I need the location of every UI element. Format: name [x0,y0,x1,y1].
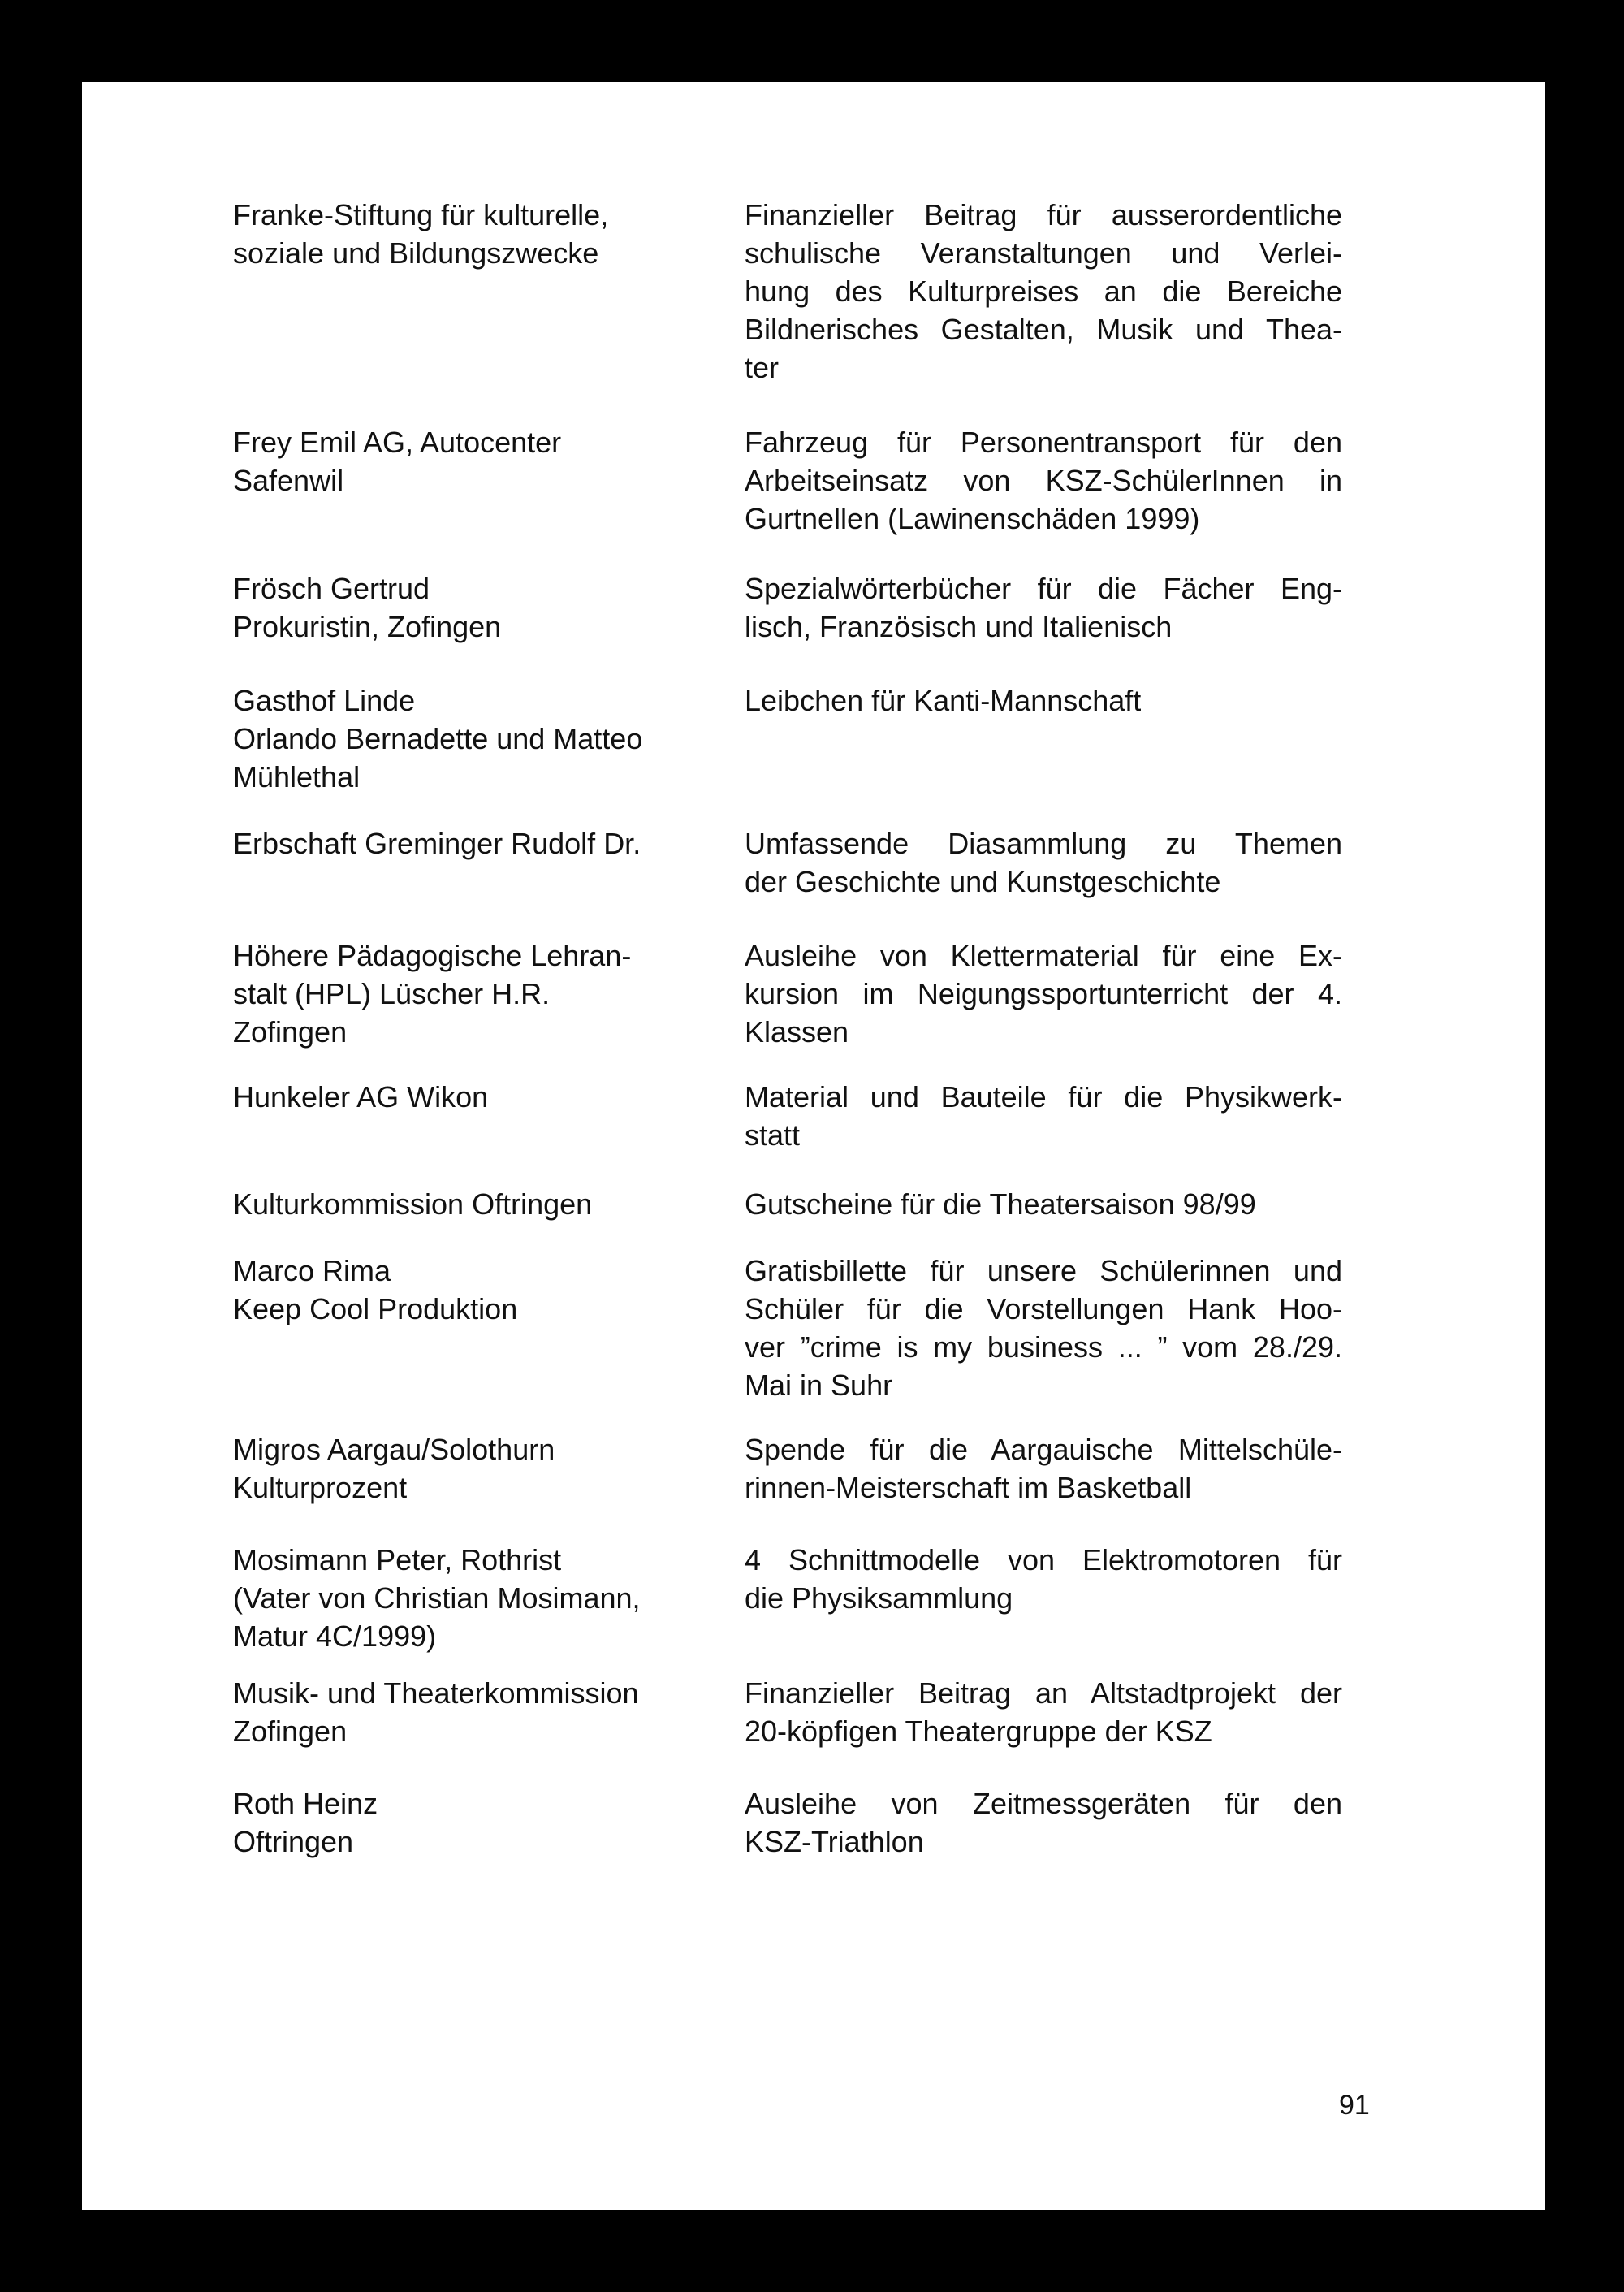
donor-line: Orlando Bernadette und Matteo [233,722,643,755]
donation-description [745,1185,1342,1223]
donor-name [233,1185,720,1223]
donor-name [233,824,720,863]
description-line: Bildnerisches Gestalten, Musik und Thea- [745,313,1342,346]
donor-line: Marco Rima [233,1254,391,1287]
description-line: statt [745,1118,801,1152]
donor-name [233,423,720,499]
donation-description [745,423,1342,538]
description-line: Finanzieller Beitrag für ausserordentliche [745,198,1342,231]
description-line: kursion im Neigungssportunterricht der 4. [745,977,1342,1010]
description-line: lisch, Französisch und Italienisch [745,610,1173,643]
donation-description [745,1541,1342,1617]
donation-description [745,1430,1342,1507]
donor-line: Frösch Gertrud [233,572,430,605]
donor-line: Musik- und Theaterkommission [233,1676,639,1710]
description-line: Leibchen für Kanti-Mannschaft [745,684,1142,717]
donation-description [745,1674,1342,1750]
donation-description [745,681,1342,720]
donor-line: Gasthof Linde [233,684,416,717]
donor-line: Hunkeler AG Wikon [233,1080,489,1114]
donation-description [745,196,1342,387]
description-line: Schüler für die Vorstellungen Hank Hoo- [745,1292,1342,1325]
description-line: Material und Bauteile für die Physikwerk- [745,1080,1342,1114]
donation-description [745,1784,1342,1861]
donation-description [745,824,1342,901]
description-line: ver ”crime is my business ... ” vom 28./29. [745,1330,1342,1364]
donor-line: Kulturkommission Oftringen [233,1187,593,1221]
donation-description [745,1252,1342,1404]
donor-line: Frey Emil AG, Autocenter [233,426,562,459]
donor-line: Roth Heinz [233,1787,378,1820]
donation-description [745,936,1342,1051]
description-line: 20-köpfigen Theatergruppe der KSZ [745,1715,1212,1748]
description-line: Arbeitseinsatz von KSZ-SchülerInnen in [745,464,1342,497]
donor-name [233,936,720,1051]
donor-line: Keep Cool Produktion [233,1292,518,1325]
description-line: Gurtnellen (Lawinenschäden 1999) [745,502,1200,535]
donor-line: Safenwil [233,464,344,497]
donor-line: soziale und Bildungszwecke [233,236,599,270]
donor-line: Zofingen [233,1015,348,1049]
donor-name [233,196,720,272]
donor-line: Oftringen [233,1825,354,1858]
description-line: Ausleihe von Zeitmessgeräten für den [745,1787,1342,1820]
donation-description [745,569,1342,646]
description-line: Mai in Suhr [745,1369,893,1402]
description-line: hung des Kulturpreises an die Bereiche [745,275,1342,308]
description-line: KSZ-Triathlon [745,1825,924,1858]
description-line: ter [745,351,780,384]
description-line: Umfassende Diasammlung zu Themen [745,827,1342,860]
donor-line: Franke-Stiftung für kulturelle, [233,198,609,231]
donor-name [233,1078,720,1116]
description-line: Finanzieller Beitrag an Altstadtprojekt der [745,1676,1342,1710]
document-page [82,82,1545,2210]
donor-name [233,1784,720,1861]
donor-line: Kulturprozent [233,1471,408,1504]
donor-line: Prokuristin, Zofingen [233,610,502,643]
description-line: Ausleihe von Klettermaterial für eine Ex- [745,939,1342,972]
donor-line: Mosimann Peter, Rothrist [233,1543,562,1576]
description-line: Spezialwörterbücher für die Fächer Eng- [745,572,1342,605]
description-line: schulische Veranstaltungen und Verlei- [745,236,1342,270]
donor-line: stalt (HPL) Lüscher H.R. [233,977,551,1010]
donor-line: Zofingen [233,1715,348,1748]
description-line: Fahrzeug für Personentransport für den [745,426,1342,459]
donor-line: Mühlethal [233,760,361,794]
donor-line: Erbschaft Greminger Rudolf Dr. [233,827,641,860]
description-line: rinnen-Meisterschaft im Basketball [745,1471,1192,1504]
description-line: die Physiksammlung [745,1581,1013,1615]
donor-name [233,1430,720,1507]
description-line: Klassen [745,1015,849,1049]
donor-line: Höhere Pädagogische Lehran- [233,939,632,972]
description-line: Gutscheine für die Theatersaison 98/99 [745,1187,1256,1221]
donor-name [233,1541,720,1655]
donor-name [233,569,720,646]
description-line: der Geschichte und Kunstgeschichte [745,865,1221,898]
donor-name [233,1674,720,1750]
donor-line: Matur 4C/1999) [233,1620,437,1653]
donor-line: (Vater von Christian Mosimann, [233,1581,641,1615]
description-line: 4 Schnittmodelle von Elektromotoren für [745,1543,1342,1576]
page-number: 91 [1339,2090,1370,2121]
donor-name [233,1252,720,1328]
description-line: Spende für die Aargauische Mittelschüle- [745,1433,1342,1466]
donor-name [233,681,720,796]
donor-line: Migros Aargau/Solothurn [233,1433,555,1466]
description-line: Gratisbillette für unsere Schülerinnen und [745,1254,1342,1287]
donation-description [745,1078,1342,1154]
